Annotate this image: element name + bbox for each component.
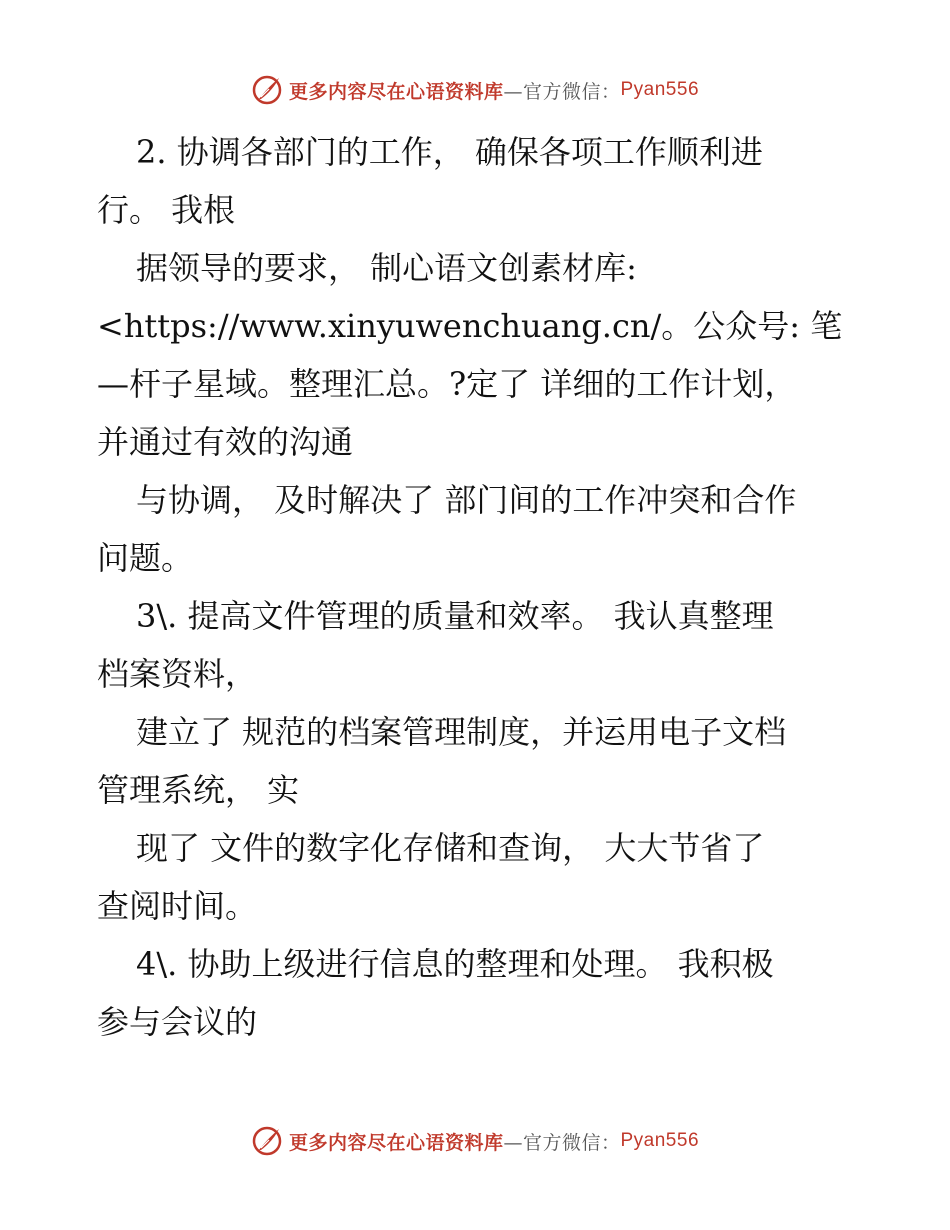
text-line: —杆子星域。整理汇总。?定了 详细的工作计划， xyxy=(97,365,797,403)
text-line: 4\. 协助上级进行信息的整理和处理。 我积极 xyxy=(136,945,774,983)
text-line: 2. 协调各部门的工作， 确保各项工作顺利进 xyxy=(136,133,763,171)
text-line: 问题。 xyxy=(97,539,194,577)
text-line: <https://www.xinyuwenchuang.cn/。公众号: 笔 xyxy=(97,307,843,345)
text-line: 建立了 规范的档案管理制度，并运用电子文档 xyxy=(136,713,787,751)
banner-site-name: 更多内容尽在心语资料库 xyxy=(288,1131,504,1154)
text-line: 据领导的要求， 制心语文创素材库: xyxy=(136,249,637,287)
header-banner xyxy=(0,70,950,110)
banner-wechat-label: —官方微信： xyxy=(503,80,621,103)
text-line: 并通过有效的沟通 xyxy=(97,423,354,461)
banner-site-name: 更多内容尽在心语资料库 xyxy=(288,80,504,103)
text-line: 3\. 提高文件管理的质量和效率。 我认真整理 xyxy=(136,597,774,635)
quill-logo-icon xyxy=(251,74,283,106)
text-line: 行。 我根 xyxy=(97,191,236,229)
banner-wechat-id: Pyan556 xyxy=(620,1130,700,1151)
text-line: 与协调， 及时解决了 部门间的工作冲突和合作 xyxy=(136,481,797,519)
text-line: 参与会议的 xyxy=(97,1003,258,1041)
text-line: 现了 文件的数字化存储和查询， 大大节省了 xyxy=(136,829,765,867)
body-text xyxy=(97,123,867,1051)
banner-wechat-id: Pyan556 xyxy=(620,79,700,100)
text-line: 管理系统， 实 xyxy=(97,771,300,809)
text-line: 档案资料， xyxy=(97,655,258,693)
footer-banner xyxy=(0,1121,950,1161)
quill-logo-icon xyxy=(251,1125,283,1157)
banner-wechat-label: —官方微信： xyxy=(503,1131,621,1154)
text-line: 查阅时间。 xyxy=(97,887,258,925)
